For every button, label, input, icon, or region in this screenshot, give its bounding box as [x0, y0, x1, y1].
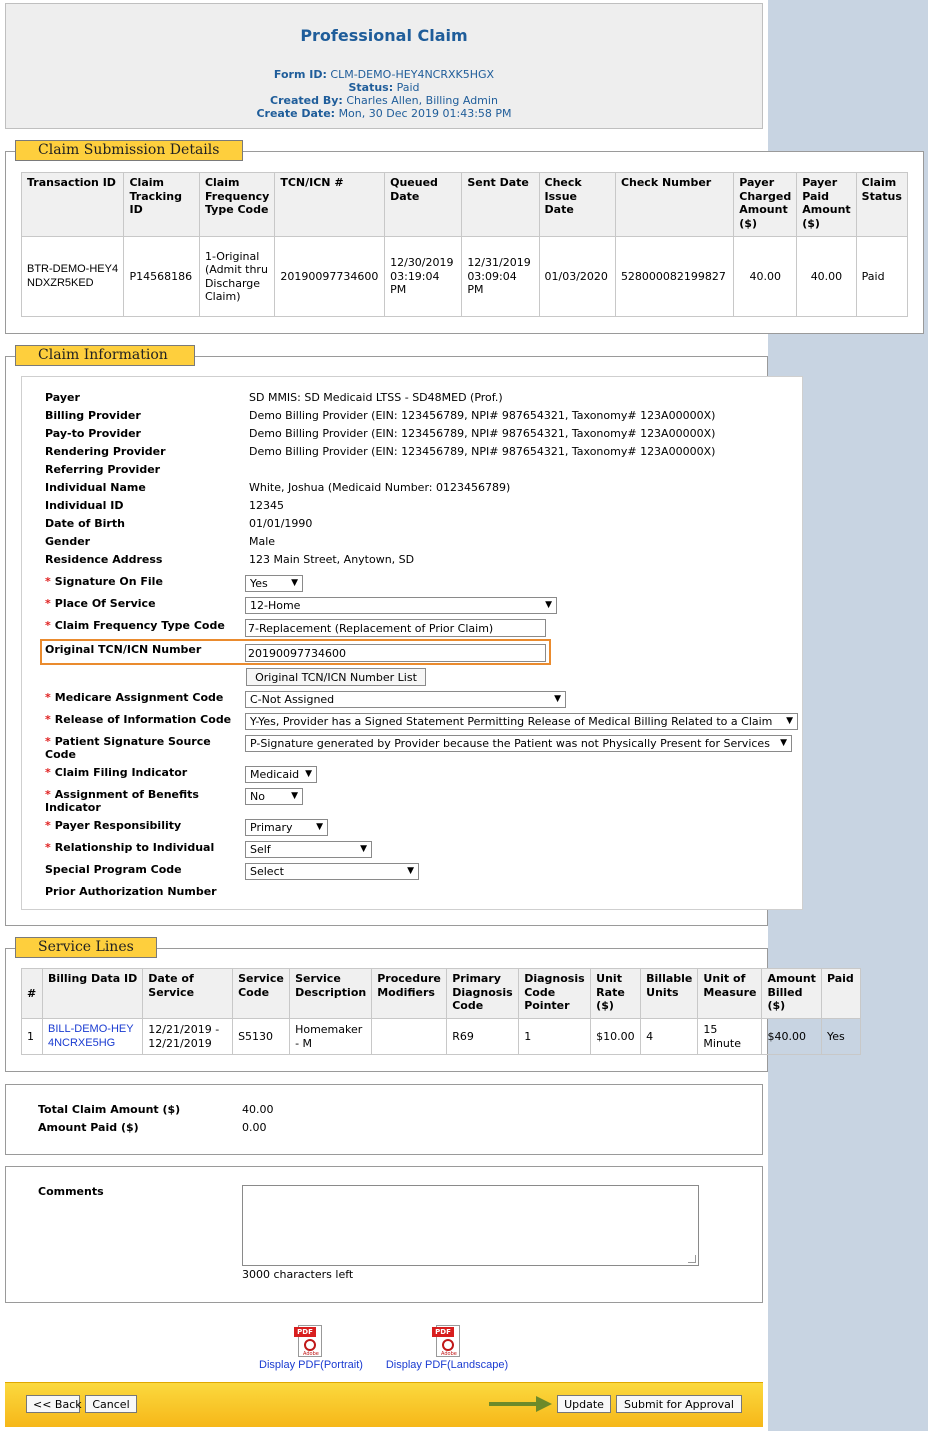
pdf-icon[interactable]: PDF Adobe: [294, 1325, 324, 1357]
service-lines-legend: Service Lines: [15, 937, 157, 958]
payer-responsibility-select[interactable]: Primary ▼: [245, 819, 328, 836]
unit-rate: $10.00: [591, 1019, 641, 1055]
payer-label: Payer: [45, 391, 80, 404]
total-claim-value: 40.00: [242, 1103, 274, 1116]
release-select[interactable]: Y-Yes, Provider has a Signed Statement Permitting Release of Medical Billing Related to a Claim ▼: [245, 713, 798, 730]
frequency-label: * Claim Frequency Type Code: [45, 619, 225, 632]
chevron-down-icon: ▼: [360, 844, 367, 854]
billing-data-link[interactable]: BILL-DEMO-HEY4NCRXE5HG: [47, 1023, 134, 1049]
transaction-id: BTR-DEMO-HEY4NDXZR5KED: [22, 237, 124, 317]
signature-on-file-label: * Signature On File: [45, 575, 163, 588]
col-pointer: Diagnosis Code Pointer: [519, 969, 591, 1019]
unit-measure: 15 Minute: [698, 1019, 762, 1055]
rendering-provider-value: Demo Billing Provider (EIN: 123456789, NPI# 987654321, Taxonomy# 123A00000X): [249, 445, 716, 458]
status-value: Paid: [396, 81, 420, 94]
comments-textarea[interactable]: [242, 1185, 699, 1266]
diagnosis-pointer: 1: [519, 1019, 591, 1055]
pay-to-provider-value: Demo Billing Provider (EIN: 123456789, NPI# 987654321, Taxonomy# 123A00000X): [249, 427, 716, 440]
billable-units: 4: [641, 1019, 698, 1055]
service-description: Homemaker - M: [290, 1019, 372, 1055]
line-paid: Yes: [821, 1019, 860, 1055]
prior-auth-label: Prior Authorization Number: [45, 885, 217, 898]
status-label: Status:: [348, 81, 394, 94]
amount-paid-value: 0.00: [242, 1121, 267, 1134]
amount-paid-label: Amount Paid ($): [38, 1121, 139, 1134]
totals-panel: [5, 1084, 763, 1155]
charged-amount: 40.00: [734, 237, 797, 317]
col-check-issue: Check Issue Date: [539, 173, 615, 237]
billing-data-id[interactable]: [42, 1019, 142, 1055]
special-program-label: Special Program Code: [45, 863, 182, 876]
chevron-down-icon: ▼: [786, 716, 793, 726]
chevron-down-icon: ▼: [407, 866, 414, 876]
chevron-down-icon: ▼: [554, 694, 561, 704]
col-modifiers: Procedure Modifiers: [372, 969, 447, 1019]
payer-responsibility-label: * Payer Responsibility: [45, 819, 182, 832]
display-pdf-landscape-link[interactable]: Display PDF(Landscape): [385, 1359, 509, 1371]
col-paid: Payer Paid Amount ($): [797, 173, 856, 237]
total-claim-label: Total Claim Amount ($): [38, 1103, 181, 1116]
chevron-down-icon: ▼: [780, 738, 787, 748]
col-unit-measure: Unit of Measure: [698, 969, 762, 1019]
filing-indicator-label: * Claim Filing Indicator: [45, 766, 188, 779]
billing-provider-label: Billing Provider: [45, 409, 141, 422]
paid-amount: 40.00: [797, 237, 856, 317]
col-paid: Paid: [821, 969, 860, 1019]
referring-provider-label: Referring Provider: [45, 463, 161, 476]
create-date-value: Mon, 30 Dec 2019 01:43:58 PM: [338, 107, 512, 120]
individual-name-value: White, Joshua (Medicaid Number: 0123456789): [249, 481, 511, 494]
form-id-value: CLM-DEMO-HEY4NCRXK5HGX: [330, 68, 495, 81]
col-billing-id: Billing Data ID: [42, 969, 142, 1019]
amount-billed: $40.00: [762, 1019, 821, 1055]
col-transaction-id: Transaction ID: [22, 173, 124, 237]
created-by-label: Created By:: [270, 94, 343, 107]
col-date-of-service: Date of Service: [143, 969, 233, 1019]
medicare-label: * Medicare Assignment Code: [45, 691, 224, 704]
col-billable-units: Billable Units: [641, 969, 698, 1019]
individual-name-label: Individual Name: [45, 481, 146, 494]
col-tracking-id: Claim Tracking ID: [124, 173, 199, 237]
claim-header: [5, 3, 763, 129]
date-of-service: 12/21/2019 - 12/21/2019: [143, 1019, 233, 1055]
col-sent: Sent Date: [462, 173, 539, 237]
comments-label: Comments: [38, 1185, 104, 1198]
pay-to-provider-label: Pay-to Provider: [45, 427, 141, 440]
create-date-label: Create Date:: [256, 107, 336, 120]
frequency-field[interactable]: 7-Replacement (Replacement of Prior Claim): [245, 619, 546, 637]
cancel-button[interactable]: Cancel: [85, 1395, 137, 1413]
claim-info-legend: Claim Information: [15, 345, 195, 366]
gender-value: Male: [249, 535, 276, 548]
col-unit-rate: Unit Rate ($): [591, 969, 641, 1019]
original-tcn-list-button[interactable]: Original TCN/ICN Number List: [246, 668, 426, 686]
rendering-provider-label: Rendering Provider: [45, 445, 166, 458]
chevron-down-icon: ▼: [305, 769, 312, 779]
chevron-down-icon: ▼: [291, 578, 298, 588]
submission-table: [21, 172, 908, 317]
col-service-description: Service Description: [290, 969, 372, 1019]
residence-label: Residence Address: [45, 553, 163, 566]
place-of-service-label: * Place Of Service: [45, 597, 156, 610]
col-num: #: [22, 969, 43, 1019]
primary-diagnosis: R69: [447, 1019, 519, 1055]
resize-grip-icon[interactable]: [688, 1255, 696, 1263]
service-lines-table: [21, 968, 861, 1055]
pointer-arrow-head-icon: [536, 1396, 552, 1412]
dob-label: Date of Birth: [45, 517, 125, 530]
chevron-down-icon: ▼: [316, 822, 323, 832]
chevron-down-icon: ▼: [545, 600, 552, 610]
back-button[interactable]: << Back: [26, 1395, 80, 1413]
individual-id-label: Individual ID: [45, 499, 124, 512]
tcn: 20190097734600: [275, 237, 385, 317]
procedure-modifiers: [372, 1019, 447, 1055]
page-title: Professional Claim: [300, 26, 468, 45]
pdf-icon[interactable]: PDF Adobe: [432, 1325, 462, 1357]
individual-id-value: 12345: [249, 499, 284, 512]
sent-date: 12/31/2019 03:09:04 PM: [462, 237, 539, 317]
col-check-number: Check Number: [615, 173, 733, 237]
release-label: * Release of Information Code: [45, 713, 232, 726]
table-row: [22, 237, 908, 317]
patient-signature-label: * Patient Signature Source Code: [45, 735, 211, 761]
update-button[interactable]: Update: [557, 1395, 611, 1413]
signature-on-file-select[interactable]: Yes ▼: [245, 575, 303, 592]
original-tcn-field[interactable]: 20190097734600: [245, 644, 546, 662]
frequency: 1-Original (Admit thru Discharge Claim): [199, 237, 274, 317]
benefits-select[interactable]: No ▼: [245, 788, 303, 805]
line-number: 1: [22, 1019, 43, 1055]
check-number: 528000082199827: [615, 237, 733, 317]
claim-status: Paid: [856, 237, 907, 317]
dob-value: 01/01/1990: [249, 517, 313, 530]
submit-for-approval-button[interactable]: Submit for Approval: [616, 1395, 742, 1413]
payer-value: SD MMIS: SD Medicaid LTSS - SD48MED (Prof.): [249, 391, 503, 404]
gender-label: Gender: [45, 535, 91, 548]
relationship-label: * Relationship to Individual: [45, 841, 215, 854]
display-pdf-portrait-link[interactable]: Display PDF(Portrait): [259, 1359, 363, 1371]
patient-signature-select[interactable]: P-Signature generated by Provider because the Patient was not Physically Present for Services ▼: [245, 735, 792, 752]
medicare-select[interactable]: C-Not Assigned ▼: [245, 691, 566, 708]
relationship-select[interactable]: Self ▼: [245, 841, 372, 858]
chars-left: 3000 characters left: [242, 1268, 354, 1281]
col-service-code: Service Code: [233, 969, 290, 1019]
col-charged: Payer Charged Amount ($): [734, 173, 797, 237]
filing-indicator-select[interactable]: Medicaid ▼: [245, 766, 317, 783]
table-row: [22, 1019, 861, 1055]
form-id-label: Form ID:: [273, 68, 327, 81]
place-of-service-select[interactable]: 12-Home ▼: [245, 597, 557, 614]
col-tcn: TCN/ICN #: [275, 173, 385, 237]
col-claim-status: Claim Status: [856, 173, 907, 237]
col-queued: Queued Date: [385, 173, 462, 237]
col-frequency: Claim Frequency Type Code: [199, 173, 274, 237]
service-code: S5130: [233, 1019, 290, 1055]
col-amount-billed: Amount Billed ($): [762, 969, 821, 1019]
tracking-id: P14568186: [124, 237, 199, 317]
benefits-label: * Assignment of Benefits Indicator: [45, 788, 199, 814]
residence-value: 123 Main Street, Anytown, SD: [249, 553, 415, 566]
billing-provider-value: Demo Billing Provider (EIN: 123456789, NPI# 987654321, Taxonomy# 123A00000X): [249, 409, 716, 422]
col-diagnosis: Primary Diagnosis Code: [447, 969, 519, 1019]
chevron-down-icon: ▼: [291, 791, 298, 801]
original-tcn-label: Original TCN/ICN Number: [45, 643, 202, 656]
created-by-value: Charles Allen, Billing Admin: [346, 94, 498, 107]
claim-meta: [6, 68, 762, 120]
special-program-select[interactable]: Select ▼: [245, 863, 419, 880]
submission-legend: Claim Submission Details: [15, 140, 243, 161]
queued-date: 12/30/2019 03:19:04 PM: [385, 237, 462, 317]
check-issue-date: 01/03/2020: [539, 237, 615, 317]
pointer-arrow-icon: [489, 1402, 539, 1406]
